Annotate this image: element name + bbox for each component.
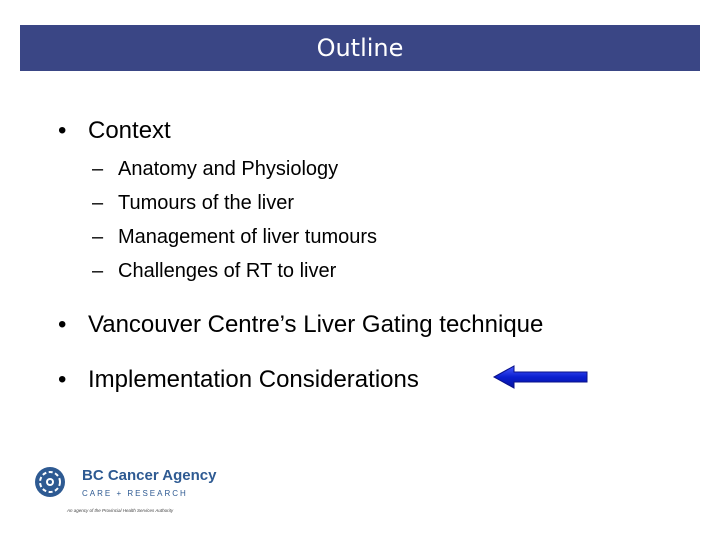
subitem-management — [92, 225, 377, 249]
bullet-context — [58, 117, 171, 145]
logo-emblem-icon — [34, 466, 66, 498]
dash-glyph: – — [92, 226, 104, 248]
left-arrow-icon — [492, 365, 590, 389]
dash-glyph: – — [92, 158, 104, 180]
bullet-glyph: • — [58, 311, 67, 338]
bullet-glyph: • — [58, 117, 67, 144]
bullet-implementation — [58, 366, 419, 394]
subitem-tumours — [92, 191, 294, 215]
slide-title: Outline — [316, 34, 404, 62]
subitem-text: Management of liver tumours — [118, 226, 378, 248]
subitem-anatomy — [92, 157, 338, 181]
subitem-text: Challenges of RT to liver — [118, 260, 337, 282]
bullet-vancouver — [58, 311, 543, 339]
logo-subtitle: CARE + RESEARCH — [82, 489, 188, 498]
subitem-text: Anatomy and Physiology — [118, 158, 339, 180]
title-bar — [20, 25, 700, 71]
bullet-text: Context — [88, 117, 171, 144]
logo-tagline: An agency of the Provincial Health Services Authority — [67, 508, 174, 513]
bullet-glyph: • — [58, 366, 67, 393]
logo-name: BC Cancer Agency — [82, 467, 217, 484]
subitem-text: Tumours of the liver — [118, 192, 294, 214]
dash-glyph: – — [92, 192, 104, 214]
bullet-text: Implementation Considerations — [88, 366, 419, 393]
bc-cancer-agency-logo — [30, 462, 217, 517]
bullet-text: Vancouver Centre’s Liver Gating technique — [88, 311, 544, 338]
subitem-challenges — [92, 259, 336, 283]
dash-glyph: – — [92, 260, 104, 282]
